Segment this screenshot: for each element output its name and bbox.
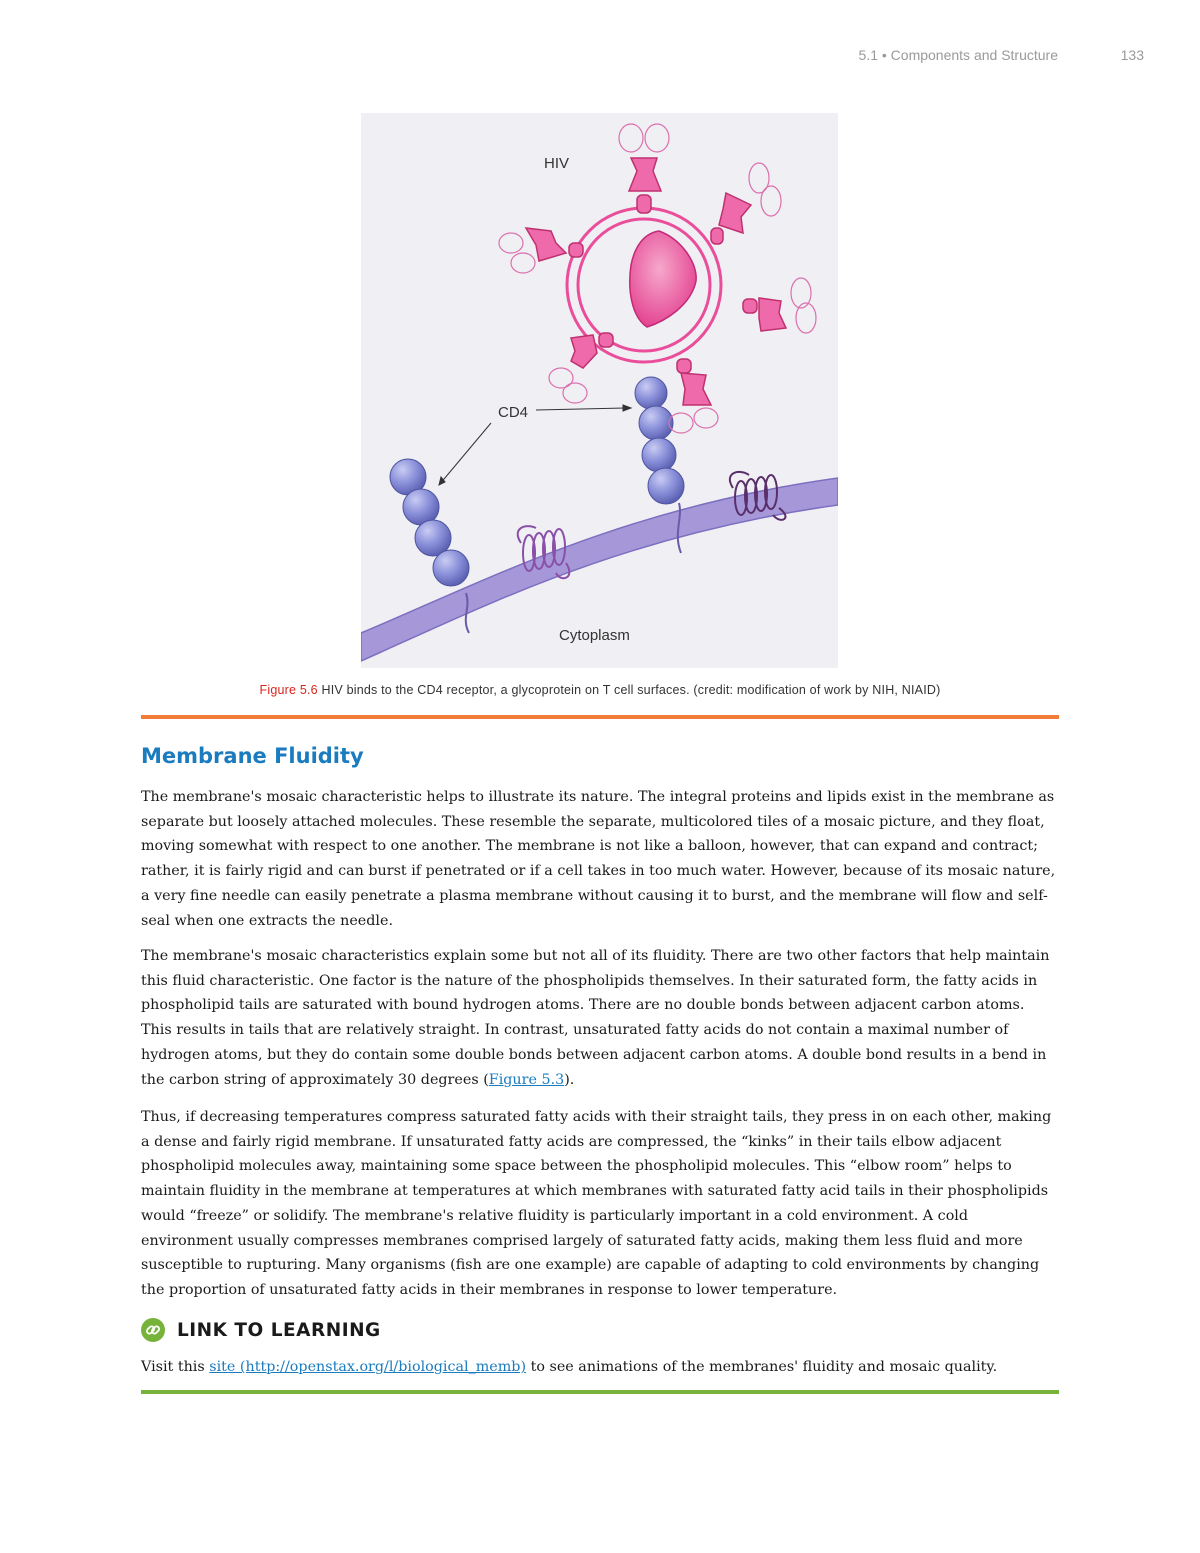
- running-head: [0, 47, 1200, 67]
- section-heading: Membrane Fluidity: [141, 744, 364, 768]
- running-head-section: 5.1 • Components and Structure: [858, 47, 1058, 63]
- openstax-site-link[interactable]: site (http://openstax.org/l/biological_memb): [209, 1359, 527, 1375]
- figure-caption-text: HIV binds to the CD4 receptor, a glycoprotein on T cell surfaces. (credit: modification of work by NIH, NIAID): [317, 683, 941, 697]
- paragraph-2: [141, 944, 1059, 1092]
- page-number: 133: [1120, 47, 1144, 63]
- link-to-learning-prefix: Visit this: [141, 1359, 210, 1375]
- label-cytoplasm: Cytoplasm: [559, 627, 630, 644]
- figure-hiv-cd4: [361, 113, 838, 668]
- paragraph-2-end: ).: [564, 1071, 575, 1088]
- paragraph-2-text: The membrane's mosaic characteristics explain some but not all of its fluidity. There are two other factors that help maintain this fluid characteristic. One factor is the nature of the phospholipids themselves. In their saturated form, the fatty acids in phospholipid tails are saturated with bound hydrogen atoms. There are no double bonds between adjacent carbon atoms. This results in tails that are relatively straight. In contrast, unsaturated fatty acids do not contain a maximal number of hydrogen atoms, but they do contain some double bonds between adjacent carbon atoms. A double bond results in a bend in the carbon string of approximately 30 degrees (: [141, 948, 1050, 1088]
- paragraph-1: The membrane's mosaic characteristic helps to illustrate its nature. The integral proteins and lipids exist in the membrane as separate but loosely attached molecules. These resemble the separate, multicolored tiles of a mosaic picture, and they float, moving somewhat with respect to one another. The membrane is not like a balloon, however, that can expand and contract; rather, it is fairly rigid and can burst if penetrated or if a cell takes in too much water. However, because of its mosaic nature, a very fine needle can easily penetrate a plasma membrane without causing it to burst, and the membrane will flow and self-seal when one extracts the needle.: [141, 789, 1056, 929]
- label-cd4: CD4: [498, 404, 529, 421]
- link-to-learning-suffix: to see animations of the membranes' fluidity and mosaic quality.: [526, 1359, 998, 1375]
- figure-label: Figure 5.6: [259, 683, 318, 697]
- figure-5-3-link[interactable]: Figure 5.3: [488, 1071, 565, 1088]
- paragraph-3: Thus, if decreasing temperatures compress saturated fatty acids with their straight tails, they press in on each other, making a dense and fairly rigid membrane. If unsaturated fatty acids are compressed, the “kinks” in their tails elbow adjacent phospholipid molecules away, maintaining some space between the phospholipid molecules. This “elbow room” helps to maintain fluidity in the membrane at temperatures at which membranes with saturated fatty acid tails in their phospholipids would “freeze” or solidify. The membrane's relative fluidity is particularly important in a cold environment. A cold environment usually compresses membranes comprised largely of saturated fatty acids, making them less fluid and more susceptible to rupturing. Many organisms (fish are one example) are capable of adapting to cold environments by changing the proportion of unsaturated fatty acids in their membranes in response to lower temperature.: [141, 1109, 1052, 1298]
- link-icon: [141, 1318, 165, 1342]
- link-to-learning-title: LINK TO LEARNING: [177, 1319, 381, 1341]
- hiv-capsid-core: [630, 231, 696, 327]
- section-divider-green: [141, 1390, 1059, 1394]
- label-hiv: HIV: [544, 155, 570, 172]
- figure-caption: [141, 683, 1059, 697]
- cd4-callout-lines: [439, 405, 631, 485]
- section-divider-orange: [141, 715, 1059, 719]
- hiv-cd4-illustration: [361, 113, 838, 668]
- link-to-learning-text: [141, 1355, 1059, 1380]
- link-to-learning-header: [141, 1316, 381, 1344]
